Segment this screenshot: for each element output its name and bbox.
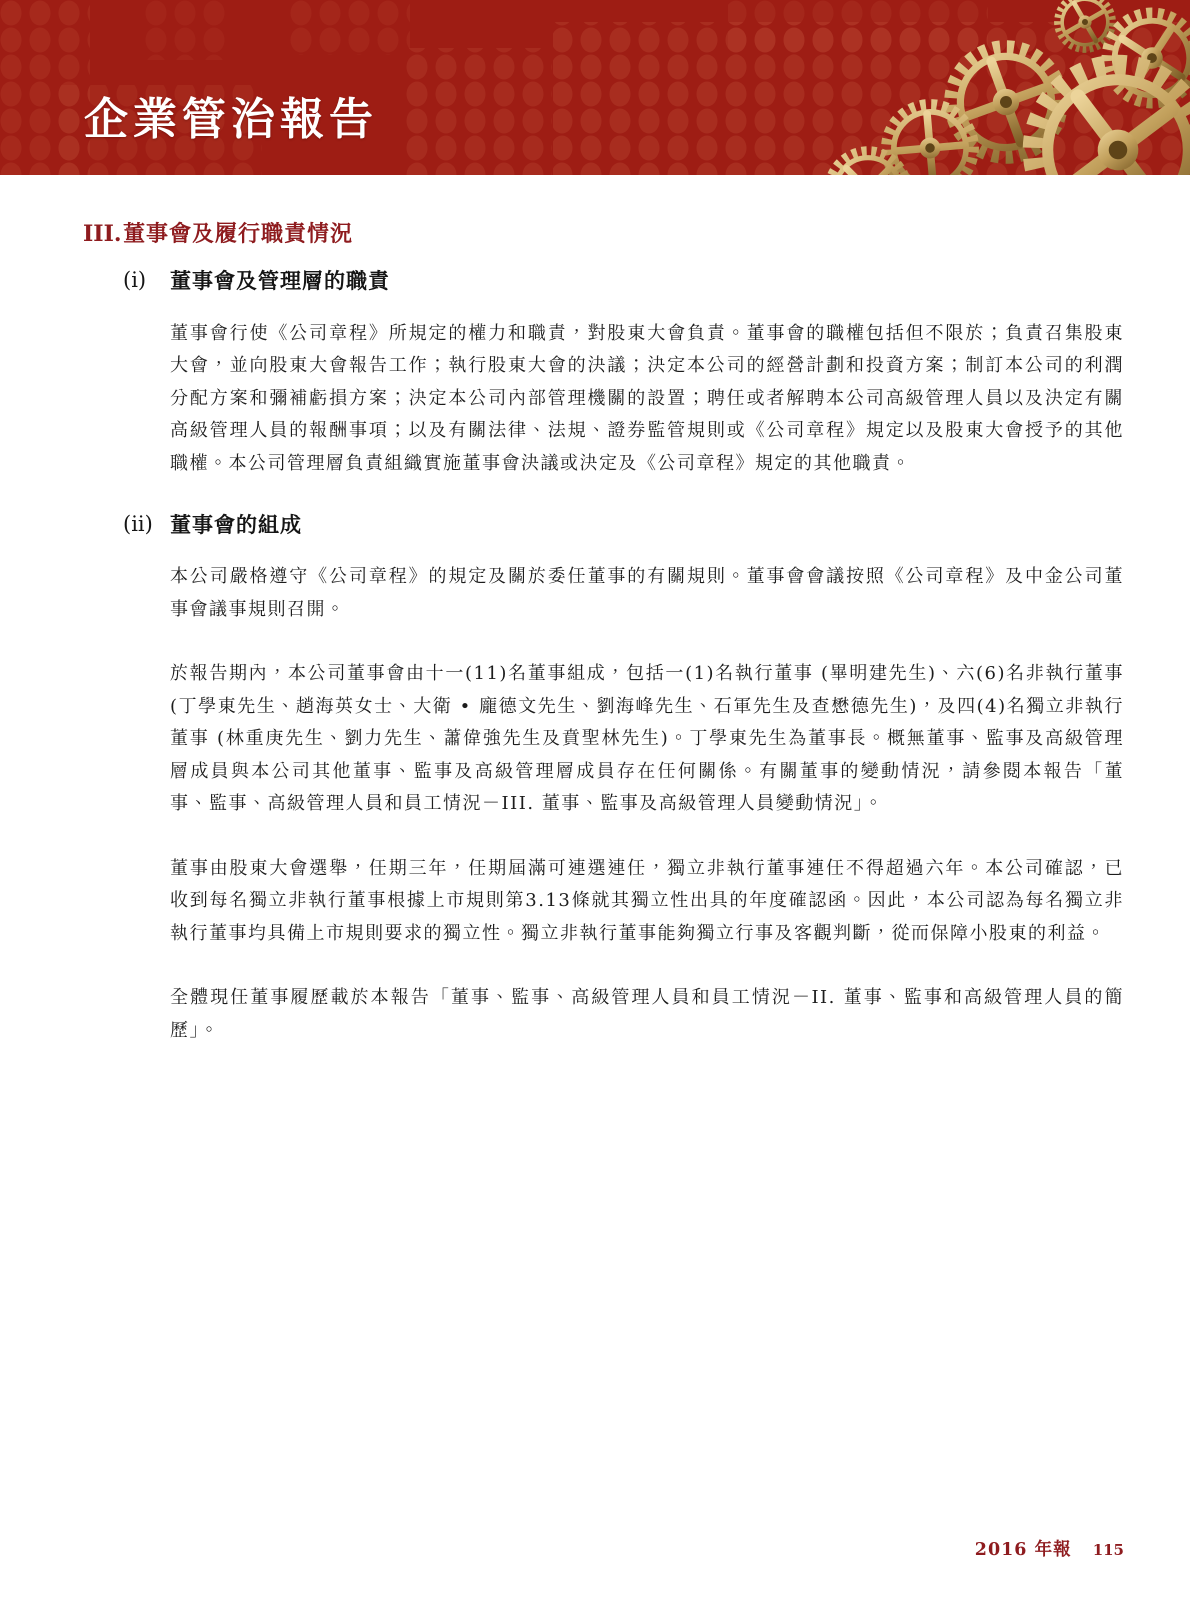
subsection-label: (ii) — [123, 512, 153, 537]
section-heading — [83, 221, 1124, 247]
paragraph: 全體現任董事履歷載於本報告「董事、監事、高級管理人員和員工情況－II. 董事、監事和高級管理人員的簡歷」。 — [170, 987, 1124, 1041]
subsection-label: (i) — [123, 268, 147, 293]
subsection-title: 董事會及管理層的職責 — [170, 268, 390, 294]
banner-title: 企業管治報告 — [84, 94, 378, 145]
subsection-heading — [123, 268, 1124, 293]
section-title: 董事會及履行職責情況 — [123, 221, 354, 247]
subsection-heading — [123, 512, 1124, 537]
page-footer — [975, 1536, 1124, 1561]
paragraph: 於報告期內，本公司董事會由十一(11)名董事組成，包括一(1)名執行董事 (畢明建先生)、六(6)名非執行董事 (丁學東先生、趙海英女士、大衛 • 龐德文先生、劉海峰先生、石軍先生及查懋德先生)，及四(4)名獨立非執行董事 (林重庚先生、劉力先生、蕭偉強先生及賁聖林先生)。丁學東先生為董事長。概無董事、監事及高級管理層成員與本公司其他董事、監事及高級管理層成員存在任何關係。有關董事的變動情況，請參閱本報告「董事、監事、高級管理人員和員工情況－III. 董事、監事及高級管理人員變動情況」。 — [170, 663, 1124, 815]
subsection-title: 董事會的組成 — [170, 512, 302, 538]
subsection-board-duties — [83, 268, 1124, 480]
paragraph: 本公司嚴格遵守《公司章程》的規定及關於委任董事的有關規則。董事會會議按照《公司章程》及中金公司董事會議事規則召開。 — [170, 566, 1124, 620]
footer-report-title: 2016 年報 — [974, 1540, 1072, 1560]
footer-page-number: 115 — [1092, 1541, 1124, 1559]
paragraph: 董事由股東大會選舉，任期三年，任期屆滿可連選連任，獨立非執行董事連任不得超過六年。本公司確認，已收到每名獨立非執行董事根據上市規則第3.13條就其獨立性出具的年度確認函。因此，本公司認為每名獨立非執行董事均具備上市規則要求的獨立性。獨立非執行董事能夠獨立行事及客觀判斷，從而保障小股東的利益。 — [170, 857, 1124, 944]
report-body — [0, 175, 1190, 1047]
page-header-banner — [0, 0, 1190, 175]
subsection-board-composition — [83, 512, 1124, 1047]
paragraph: 董事會行使《公司章程》所規定的權力和職責，對股東大會負責。董事會的職權包括但不限於；負責召集股東大會，並向股東大會報告工作；執行股東大會的決議；決定本公司的經營計劃和投資方案；制訂本公司的利潤分配方案和彌補虧損方案；決定本公司內部管理機關的設置；聘任或者解聘本公司高級管理人員以及決定有關高級管理人員的報酬事項；以及有關法律、法規、證券監管規則或《公司章程》規定以及股東大會授予的其他職權。本公司管理層負責組織實施董事會決議或決定及《公司章程》規定的其他職責。 — [170, 322, 1124, 474]
section-number: III. — [83, 221, 122, 247]
gears-clockwork-icon — [0, 0, 1190, 175]
